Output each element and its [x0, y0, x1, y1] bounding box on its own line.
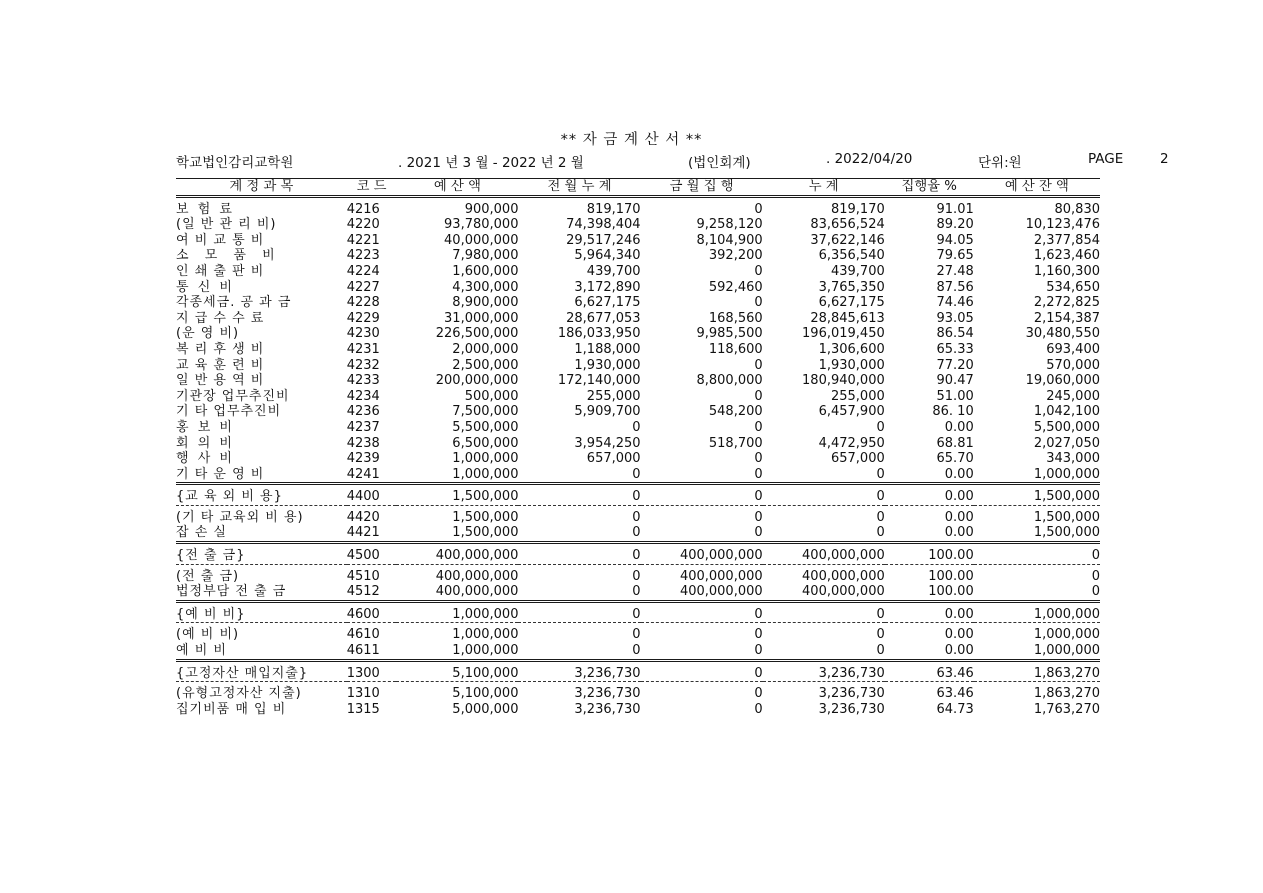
account-name: {전 출 금}: [176, 548, 246, 564]
balance-amount: 2,377,854: [1033, 232, 1100, 248]
account-name: 예 비 비: [176, 643, 227, 659]
account-name: 인 쇄 출 판 비: [176, 263, 265, 279]
month-execution: 0: [754, 357, 763, 373]
balance-amount: 1,000,000: [1033, 606, 1100, 622]
account-code: 4220: [346, 217, 380, 233]
balance-amount: 0: [1091, 548, 1100, 564]
account-name: 행 사 비: [176, 451, 235, 467]
account-code: 4236: [346, 404, 380, 420]
month-execution: 0: [754, 263, 763, 279]
previous-total: 3,236,730: [574, 665, 641, 681]
column-header-budget: 예 산 액: [433, 179, 481, 194]
account-name: {교 육 외 비 용}: [176, 489, 283, 505]
column-header-cumulative: 누 계: [808, 179, 839, 194]
account-name: (예 비 비): [176, 627, 240, 643]
account-code: 1315: [346, 701, 380, 717]
previous-total: 1,188,000: [574, 341, 641, 357]
previous-total: 0: [632, 509, 641, 525]
budget-amount: 500,000: [464, 388, 519, 404]
account-code: 4510: [346, 568, 380, 584]
budget-amount: 31,000,000: [444, 310, 519, 326]
budget-amount: 5,000,000: [452, 701, 519, 717]
account-code: 4611: [346, 643, 380, 659]
column-header-code: 코 드: [356, 179, 387, 194]
execution-rate: 0.00: [944, 643, 974, 659]
execution-rate: 0.00: [944, 509, 974, 525]
budget-amount: 1,000,000: [452, 627, 519, 643]
account-code: 4231: [346, 341, 380, 357]
table-row: [176, 233, 1100, 249]
month-execution: 0: [754, 201, 763, 217]
budget-amount: 6,500,000: [452, 435, 519, 451]
table-row: [176, 280, 1100, 296]
account-code: 4610: [346, 627, 380, 643]
account-name: 보 험 료: [176, 201, 235, 217]
execution-rate: 90.47: [936, 373, 974, 389]
table-row: [176, 217, 1100, 233]
table-row: [176, 569, 1100, 585]
budget-amount: 2,000,000: [452, 341, 519, 357]
month-execution: 9,985,500: [696, 326, 763, 342]
page-label: PAGE: [1088, 151, 1124, 167]
cumulative-total: 0: [876, 419, 885, 435]
account-code: 4420: [346, 509, 380, 525]
table-row: [176, 451, 1100, 467]
cumulative-total: 0: [876, 627, 885, 643]
table-row: [176, 311, 1100, 327]
execution-rate: 64.73: [936, 701, 974, 717]
cumulative-total: 1,930,000: [818, 357, 885, 373]
budget-amount: 40,000,000: [444, 232, 519, 248]
cumulative-total: 1,306,600: [818, 341, 885, 357]
account-code: 4228: [346, 295, 380, 311]
month-execution: 0: [754, 643, 763, 659]
cumulative-total: 0: [876, 466, 885, 482]
month-execution: 400,000,000: [679, 568, 763, 584]
cumulative-total: 28,845,613: [810, 310, 885, 326]
budget-amount: 93,780,000: [444, 217, 519, 233]
account-code: 4224: [346, 263, 380, 279]
execution-rate: 100.00: [928, 584, 974, 600]
table-row: [176, 467, 1100, 484]
table-row: [176, 643, 1100, 660]
cumulative-total: 255,000: [830, 388, 885, 404]
balance-amount: 1,160,300: [1033, 263, 1100, 279]
table-header-row: [176, 179, 1100, 196]
previous-total: 0: [632, 643, 641, 659]
execution-rate: 27.48: [936, 263, 974, 279]
table-row: [176, 666, 1100, 682]
cumulative-total: 3,765,350: [818, 279, 885, 295]
cumulative-total: 0: [876, 525, 885, 541]
table-row: [176, 342, 1100, 358]
column-header-prev-total: 전 월 누 계: [547, 179, 612, 194]
account-code: 4227: [346, 279, 380, 295]
execution-rate: 100.00: [928, 548, 974, 564]
execution-rate: 63.46: [936, 665, 974, 681]
balance-amount: 534,650: [1046, 279, 1100, 295]
table-row: [176, 607, 1100, 623]
budget-amount: 1,000,000: [452, 643, 519, 659]
month-execution: 0: [754, 525, 763, 541]
account-code: 4216: [346, 201, 380, 217]
table-row: [176, 702, 1100, 718]
cumulative-total: 439,700: [830, 263, 885, 279]
execution-rate: 77.20: [936, 357, 974, 373]
account-code: 4233: [346, 373, 380, 389]
account-code: 4421: [346, 525, 380, 541]
page-title: ** 자 금 계 산 서 **: [560, 132, 703, 148]
account-name: 일 반 용 역 비: [176, 373, 265, 389]
balance-amount: 1,500,000: [1033, 525, 1100, 541]
budget-amount: 5,500,000: [452, 419, 519, 435]
cumulative-total: 0: [876, 509, 885, 525]
balance-amount: 19,060,000: [1025, 373, 1100, 389]
table-row: [176, 420, 1100, 436]
execution-rate: 93.05: [936, 310, 974, 326]
budget-amount: 400,000,000: [435, 568, 519, 584]
column-header-name: 계 정 과 목: [229, 179, 294, 194]
cumulative-total: 83,656,524: [810, 217, 885, 233]
account-code: 4223: [346, 248, 380, 264]
month-execution: 400,000,000: [679, 584, 763, 600]
account-name: {예 비 비}: [176, 606, 246, 622]
previous-total: 5,909,700: [574, 404, 641, 420]
document-meta: [176, 151, 1169, 171]
previous-total: 255,000: [586, 388, 641, 404]
cumulative-total: 6,356,540: [818, 248, 885, 264]
month-execution: 8,800,000: [696, 373, 763, 389]
previous-total: 657,000: [586, 451, 641, 467]
table-row: [176, 627, 1100, 643]
account-name: 통 신 비: [176, 279, 235, 295]
table-row: [176, 404, 1100, 420]
month-execution: 0: [754, 686, 763, 702]
previous-total: 0: [632, 489, 641, 505]
account-name: 각종세금. 공 과 금: [176, 295, 292, 311]
balance-amount: 2,272,825: [1033, 295, 1100, 311]
account-name: 기관장 업무추진비: [176, 388, 290, 404]
previous-total: 3,236,730: [574, 701, 641, 717]
cumulative-total: 196,019,450: [802, 326, 885, 342]
account-code: 4600: [346, 606, 380, 622]
previous-total: 186,033,950: [557, 326, 641, 342]
account-name: 지 급 수 수 료: [176, 310, 265, 326]
cumulative-total: 4,472,950: [818, 435, 885, 451]
previous-total: 74,398,404: [566, 217, 641, 233]
balance-amount: 5,500,000: [1033, 419, 1100, 435]
balance-amount: 1,000,000: [1033, 643, 1100, 659]
month-execution: 392,200: [708, 248, 763, 264]
previous-total: 0: [632, 627, 641, 643]
account-code: 4241: [346, 466, 380, 482]
balance-amount: 1,500,000: [1033, 489, 1100, 505]
execution-rate: 65.33: [936, 341, 974, 357]
previous-total: 0: [632, 548, 641, 564]
account-code: 4234: [346, 388, 380, 404]
column-header-month: 금 월 집 행: [669, 179, 734, 194]
table-row: [176, 264, 1100, 280]
previous-total: 0: [632, 419, 641, 435]
execution-rate: 0.00: [944, 466, 974, 482]
month-execution: 0: [754, 451, 763, 467]
budget-amount: 226,500,000: [435, 326, 519, 342]
month-execution: 548,200: [708, 404, 763, 420]
month-execution: 9,258,120: [696, 217, 763, 233]
account-name: 기 타 운 영 비: [176, 466, 265, 482]
balance-amount: 343,000: [1046, 451, 1100, 467]
cumulative-total: 3,236,730: [818, 701, 885, 717]
budget-amount: 1,000,000: [452, 451, 519, 467]
budget-amount: 1,500,000: [452, 509, 519, 525]
table-row: [176, 436, 1100, 452]
balance-amount: 1,000,000: [1033, 627, 1100, 643]
month-execution: 118,600: [708, 341, 763, 357]
account-name: 소 모 품 비: [176, 248, 281, 264]
account-name: 기 타 업무추진비: [176, 404, 282, 420]
month-execution: 8,104,900: [696, 232, 763, 248]
execution-rate: 68.81: [936, 435, 974, 451]
organization-name: 학교법인감리교학원: [176, 155, 294, 171]
account-name: (유형고정자산 지출): [176, 686, 302, 702]
cumulative-total: 3,236,730: [818, 665, 885, 681]
balance-amount: 2,154,387: [1033, 310, 1100, 326]
account-code: 4512: [346, 584, 380, 600]
table-row: [176, 548, 1100, 564]
previous-total: 0: [632, 466, 641, 482]
account-name: 집기비품 매 입 비: [176, 701, 287, 717]
previous-total: 0: [632, 568, 641, 584]
balance-amount: 1,500,000: [1033, 509, 1100, 525]
cumulative-total: 0: [876, 489, 885, 505]
table-row: [176, 525, 1100, 542]
previous-total: 1,930,000: [574, 357, 641, 373]
account-code: 4221: [346, 232, 380, 248]
budget-amount: 1,600,000: [452, 263, 519, 279]
account-code: 1310: [346, 686, 380, 702]
cumulative-total: 0: [876, 606, 885, 622]
cumulative-total: 37,622,146: [810, 232, 885, 248]
account-code: 4237: [346, 419, 380, 435]
balance-amount: 570,000: [1046, 357, 1100, 373]
execution-rate: 94.05: [936, 232, 974, 248]
account-name: (기 타 교육외 비 용): [176, 509, 304, 525]
execution-rate: 0.00: [944, 419, 974, 435]
balance-amount: 1,863,270: [1033, 665, 1100, 681]
cumulative-total: 180,940,000: [802, 373, 885, 389]
balance-amount: 0: [1091, 568, 1100, 584]
account-type: (법인회계): [688, 155, 751, 171]
execution-rate: 0.00: [944, 606, 974, 622]
account-name: (일 반 관 리 비): [176, 217, 277, 233]
budget-amount: 8,900,000: [452, 295, 519, 311]
fund-statement-table: [176, 178, 1100, 717]
execution-rate: 63.46: [936, 686, 974, 702]
account-name: 잡 손 실: [176, 525, 227, 541]
table-row: [176, 584, 1100, 601]
month-execution: 0: [754, 606, 763, 622]
balance-amount: 245,000: [1046, 388, 1100, 404]
execution-rate: 86. 10: [932, 404, 974, 420]
account-name: 복 리 후 생 비: [176, 341, 265, 357]
column-header-balance: 예 산 잔 액: [1004, 179, 1069, 194]
balance-amount: 2,027,050: [1033, 435, 1100, 451]
budget-amount: 1,000,000: [452, 466, 519, 482]
execution-rate: 0.00: [944, 525, 974, 541]
month-execution: 400,000,000: [679, 548, 763, 564]
account-name: 법정부담 전 출 금: [176, 584, 287, 600]
table-row: [176, 389, 1100, 405]
previous-total: 172,140,000: [557, 373, 641, 389]
execution-rate: 65.70: [936, 451, 974, 467]
budget-amount: 200,000,000: [435, 373, 519, 389]
table-row: [176, 248, 1100, 264]
table-row: [176, 373, 1100, 389]
cumulative-total: 819,170: [830, 201, 885, 217]
budget-amount: 400,000,000: [435, 584, 519, 600]
month-execution: 518,700: [708, 435, 763, 451]
execution-rate: 51.00: [936, 388, 974, 404]
account-name: 회 의 비: [176, 435, 235, 451]
currency-unit: 단위:원: [978, 155, 1022, 171]
budget-amount: 4,300,000: [452, 279, 519, 295]
cumulative-total: 400,000,000: [802, 548, 885, 564]
budget-amount: 1,500,000: [452, 489, 519, 505]
execution-rate: 100.00: [928, 568, 974, 584]
print-date: . 2022/04/20: [826, 151, 913, 167]
cumulative-total: 6,627,175: [818, 295, 885, 311]
budget-amount: 1,000,000: [452, 606, 519, 622]
execution-rate: 87.56: [936, 279, 974, 295]
previous-total: 6,627,175: [574, 295, 641, 311]
balance-amount: 1,623,460: [1033, 248, 1100, 264]
account-name: (운 영 비): [176, 326, 240, 342]
execution-rate: 91.01: [936, 201, 974, 217]
budget-amount: 1,500,000: [452, 525, 519, 541]
account-code: 4500: [346, 548, 380, 564]
account-code: 4230: [346, 326, 380, 342]
month-execution: 0: [754, 509, 763, 525]
balance-amount: 1,042,100: [1033, 404, 1100, 420]
budget-amount: 400,000,000: [435, 548, 519, 564]
account-code: 4229: [346, 310, 380, 326]
budget-amount: 5,100,000: [452, 686, 519, 702]
table-row: [176, 202, 1100, 218]
account-code: 1300: [346, 665, 380, 681]
previous-total: 0: [632, 525, 641, 541]
previous-total: 5,964,340: [574, 248, 641, 264]
balance-amount: 1,863,270: [1033, 686, 1100, 702]
month-execution: 0: [754, 665, 763, 681]
account-name: (전 출 금): [176, 568, 240, 584]
month-execution: 0: [754, 388, 763, 404]
cumulative-total: 657,000: [830, 451, 885, 467]
month-execution: 592,460: [708, 279, 763, 295]
budget-amount: 7,980,000: [452, 248, 519, 264]
cumulative-total: 400,000,000: [802, 568, 885, 584]
execution-rate: 86.54: [936, 326, 974, 342]
previous-total: 3,236,730: [574, 686, 641, 702]
balance-amount: 80,830: [1054, 201, 1100, 217]
previous-total: 29,517,246: [566, 232, 641, 248]
previous-total: 0: [632, 606, 641, 622]
account-code: 4239: [346, 451, 380, 467]
cumulative-total: 0: [876, 643, 885, 659]
cumulative-total: 400,000,000: [802, 584, 885, 600]
balance-amount: 693,400: [1046, 341, 1100, 357]
previous-total: 819,170: [586, 201, 641, 217]
table-row: [176, 326, 1100, 342]
execution-rate: 74.46: [936, 295, 974, 311]
month-execution: 0: [754, 489, 763, 505]
account-code: 4400: [346, 489, 380, 505]
execution-rate: 0.00: [944, 489, 974, 505]
budget-amount: 2,500,000: [452, 357, 519, 373]
previous-total: 0: [632, 584, 641, 600]
account-code: 4238: [346, 435, 380, 451]
month-execution: 0: [754, 701, 763, 717]
balance-amount: 1,763,270: [1033, 701, 1100, 717]
page-number: 2: [1160, 151, 1169, 167]
month-execution: 0: [754, 295, 763, 311]
previous-total: 3,172,890: [574, 279, 641, 295]
month-execution: 168,560: [708, 310, 763, 326]
cumulative-total: 3,236,730: [818, 686, 885, 702]
month-execution: 0: [754, 627, 763, 643]
account-name: {고정자산 매입지출}: [176, 665, 309, 681]
table-row: [176, 686, 1100, 702]
previous-total: 3,954,250: [574, 435, 641, 451]
column-header-rate: 집행율 %: [901, 179, 957, 194]
execution-rate: 79.65: [936, 248, 974, 264]
account-name: 여 비 교 통 비: [176, 232, 265, 248]
execution-rate: 89.20: [936, 217, 974, 233]
budget-amount: 5,100,000: [452, 665, 519, 681]
account-code: 4232: [346, 357, 380, 373]
table-row: [176, 489, 1100, 505]
table-row: [176, 358, 1100, 374]
account-name: 홍 보 비: [176, 419, 235, 435]
month-execution: 0: [754, 466, 763, 482]
execution-rate: 0.00: [944, 627, 974, 643]
month-execution: 0: [754, 419, 763, 435]
cumulative-total: 6,457,900: [818, 404, 885, 420]
table-row: [176, 510, 1100, 526]
balance-amount: 0: [1091, 584, 1100, 600]
previous-total: 439,700: [586, 263, 641, 279]
balance-amount: 30,480,550: [1025, 326, 1100, 342]
previous-total: 28,677,053: [566, 310, 641, 326]
table-row: [176, 295, 1100, 311]
balance-amount: 1,000,000: [1033, 466, 1100, 482]
balance-amount: 10,123,476: [1025, 217, 1100, 233]
account-name: 교 육 훈 련 비: [176, 357, 265, 373]
budget-amount: 900,000: [464, 201, 519, 217]
budget-amount: 7,500,000: [452, 404, 519, 420]
period-range: . 2021 년 3 월 - 2022 년 2 월: [398, 155, 584, 171]
